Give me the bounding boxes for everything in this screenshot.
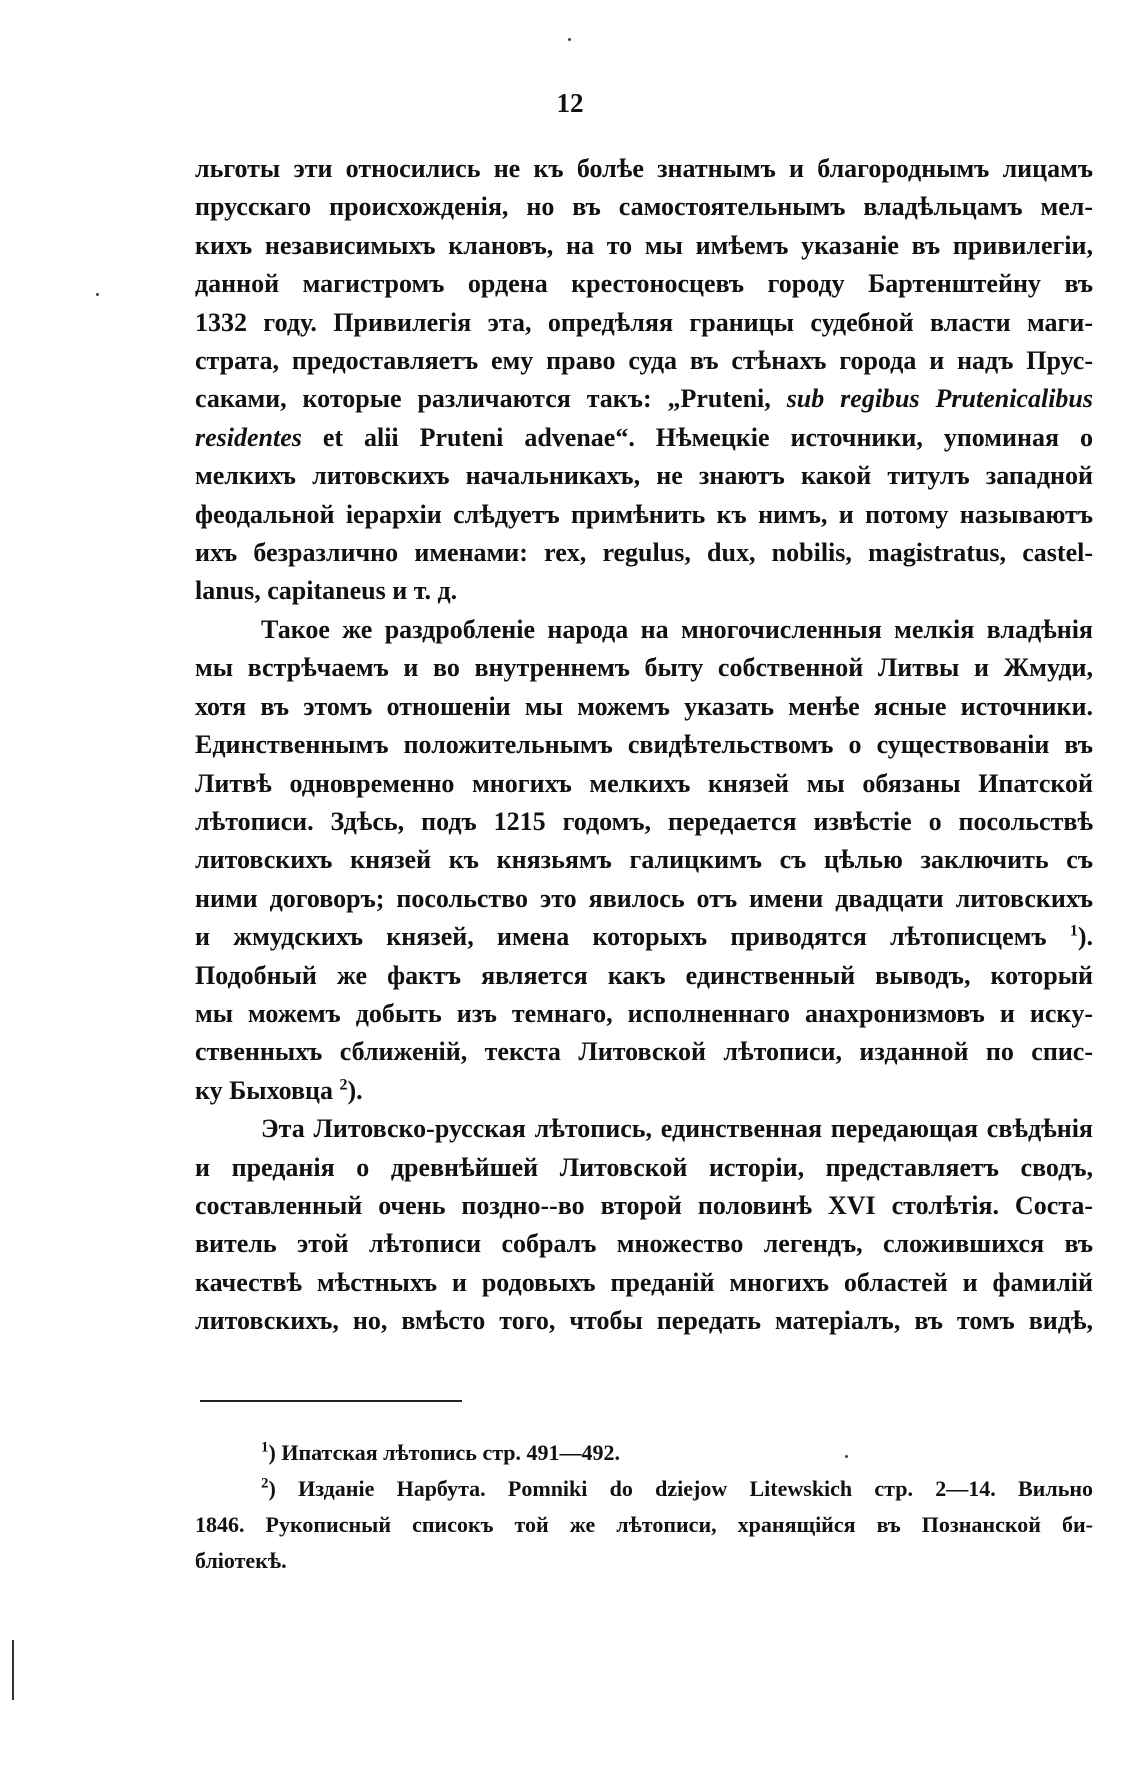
page-number: 12 <box>556 88 584 118</box>
text-line: Подобный же фактъ является какъ единственный выводъ, который <box>195 960 1093 990</box>
text-line: литовскихъ князей къ князьямъ галицкимъ съ цѣлью заключить съ <box>195 845 1093 875</box>
footnote-mark: 1 <box>261 1439 269 1456</box>
text-line: кихъ независимыхъ клановъ, на то мы имѣемъ указаніе въ привилегіи, <box>195 230 1093 260</box>
text-segment: ). <box>1077 922 1093 952</box>
footnote-mark: 2 <box>261 1475 269 1492</box>
text-line: мы встрѣчаемъ и во внутреннемъ быту собственной Литвы и Жмуди, <box>195 653 1093 683</box>
text-line: Литвѣ одновременно многихъ мелкихъ князей мы обязаны Ипатской <box>195 768 1093 798</box>
text-line: прусскаго происхожденія, но въ самостоятельнымъ владѣльцамъ мел- <box>195 192 1093 222</box>
footnote-line <box>195 1507 1093 1543</box>
text-line: витель этой лѣтописи собралъ множество легендъ, сложившихся въ <box>195 1229 1093 1259</box>
italic-text: residentes <box>195 422 302 452</box>
main-text <box>195 150 1093 1341</box>
text-segment: и жмудскихъ князей, имена которыхъ приводятся лѣтописцемъ <box>195 922 1070 952</box>
text-line: ихъ безразлично именами: rex, regulus, dux, nobilis, magistratus, castel- <box>195 538 1093 568</box>
text-line: ственныхъ сближеній, текста Литовской лѣтописи, изданной по спис- <box>195 1037 1093 1067</box>
footnote-separator <box>200 1400 462 1402</box>
text-line: лѣтописи. Здѣсь, подъ 1215 годомъ, передается извѣстіе о посольствѣ <box>195 806 1093 836</box>
footnote-reference: 2 <box>339 1076 348 1094</box>
text-line: и преданія о древнѣйшей Литовской исторіи, представляетъ сводъ, <box>195 1152 1093 1182</box>
footnote-text: Ипатская лѣтопись стр. 491—492. <box>281 1440 621 1465</box>
footnotes <box>195 1435 1093 1579</box>
scan-speck <box>96 293 99 296</box>
italic-text: sub regibus Prutenicalibus <box>786 384 1094 414</box>
text-segment: ку Быховца <box>195 1075 340 1105</box>
footnote-text: 1846. Рукописный списокъ той же лѣтописи, хранящійся въ Познанской би- <box>195 1512 1093 1537</box>
footnote-text: бліотекѣ. <box>195 1548 287 1573</box>
scan-edge-mark <box>12 1640 14 1700</box>
text-line: феодальной іерархіи слѣдуетъ примѣнить къ нимъ, и потому называютъ <box>195 499 1093 529</box>
footnote-line <box>195 1543 1093 1579</box>
text-line <box>195 1072 1093 1110</box>
footnote-reference: 1 <box>1069 922 1078 940</box>
text-line: мы можемъ добыть изъ темнаго, исполненнаго анахронизмовъ и искy- <box>195 998 1093 1028</box>
text-line: льготы эти относились не къ болѣе знатнымъ и благороднымъ лицамъ <box>195 154 1093 183</box>
text-line <box>195 380 1093 418</box>
text-line <box>195 419 1093 457</box>
text-line <box>195 918 1093 956</box>
text-line: страта, предоставляетъ ему право суда въ стѣнахъ города и надъ Прус- <box>195 346 1093 376</box>
text-line: качествѣ мѣстныхъ и родовыхъ преданій многихъ областей и фамилій <box>195 1267 1093 1297</box>
text-segment: саками, которые различаются такъ: „Pruteni, <box>195 384 787 414</box>
footnote-line: $^1$) Ипатская лѣтопись стр. 491—492. <box>261 1439 621 1465</box>
scan-speck <box>845 1455 848 1458</box>
text-line: lanus, capitaneus и т. д. <box>195 576 458 606</box>
text-line: ними договоръ; посольство это явилось отъ имени двадцати литовскихъ <box>195 883 1093 913</box>
text-line: составленный очень поздно--во второй половинѣ XVI столѣтія. Соста- <box>195 1190 1093 1220</box>
text-segment: et alii Pruteni advenae“. Нѣмецкіе источники, упоминая о <box>301 422 1093 452</box>
text-line: литовскихъ, но, вмѣсто того, чтобы передать матеріалъ, въ томъ видѣ, <box>195 1306 1093 1336</box>
text-line: Единственнымъ положительнымъ свидѣтельствомъ о существованіи въ <box>195 730 1093 760</box>
text-line: 1332 году. Привилегія эта, опредѣляя границы судебной власти маги- <box>195 307 1093 337</box>
text-line: Такое же раздробленіе народа на многочисленныя мелкія владѣнія <box>261 614 1093 644</box>
text-line: хотя въ этомъ отношеніи мы можемъ указать менѣе ясные источники. <box>195 691 1093 721</box>
text-line: данной магистромъ ордена крестоносцевъ городу Бартенштейну въ <box>195 269 1093 299</box>
text-line: Эта Литовско-русская лѣтопись, единственная передающая свѣдѣнія <box>261 1114 1093 1144</box>
text-segment: ). <box>347 1075 363 1105</box>
footnote-line: $^2$) Изданіе Нарбута. Pomniki do dziejow Litewskich стр. 2—14. Вильно <box>261 1475 1094 1501</box>
scan-speck <box>568 38 571 41</box>
footnote-text: Изданіе Нарбута. Pomniki do dziejow Litewskich стр. 2—14. Вильно <box>298 1476 1094 1501</box>
text-line: мелкихъ литовскихъ начальникахъ, не знаютъ какой титулъ западной <box>195 461 1093 491</box>
